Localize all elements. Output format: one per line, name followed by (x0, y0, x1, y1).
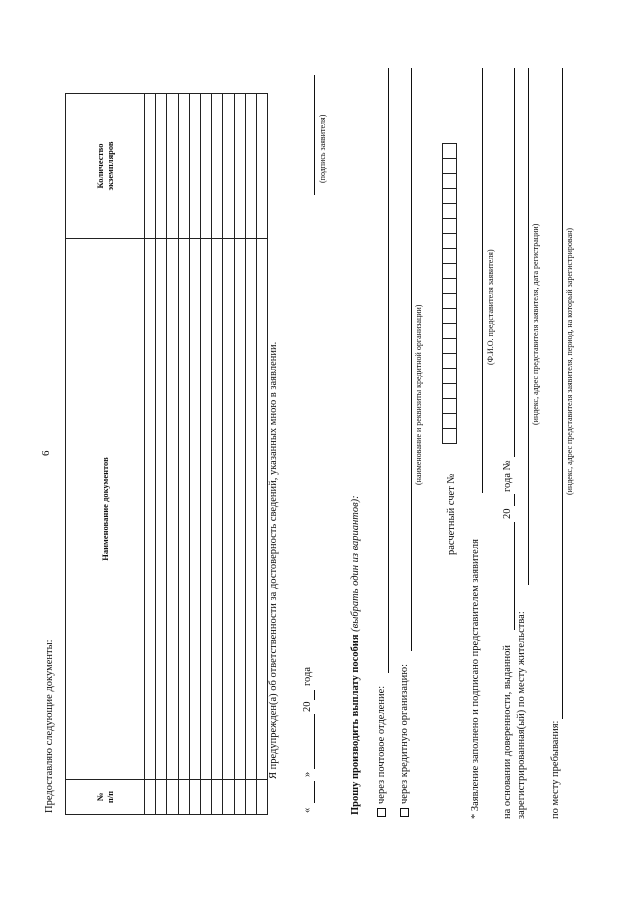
account-digit-box[interactable] (442, 173, 457, 189)
stay-caption: (индекс, адрес представителя заявителя, период, на который зарегистрирован) (565, 227, 574, 495)
representative-statement: * Заявление заполнено и подписано представителем заявителя (470, 539, 481, 819)
poa-year-suffix: года № (502, 460, 513, 492)
table-row (200, 94, 211, 815)
table-row (234, 94, 245, 815)
table-row (223, 94, 234, 815)
credit-option-checkbox[interactable] (400, 808, 409, 817)
date-year-prefix: 20 (302, 701, 313, 712)
poa-number-field[interactable] (514, 68, 515, 457)
date-day-field[interactable] (314, 781, 315, 803)
account-digit-box[interactable] (442, 398, 457, 414)
signature-field[interactable] (314, 75, 315, 195)
poa-year-field[interactable] (514, 494, 515, 506)
cell-copy-count[interactable] (167, 94, 178, 239)
warning-text: Я предупрежден(а) об ответственности за достоверность сведений, указанных мною в заявлении. (268, 341, 279, 779)
cell-document-name[interactable] (234, 239, 245, 780)
account-digit-box[interactable] (442, 278, 457, 294)
residence-address-field[interactable] (528, 68, 529, 585)
registered-text: зарегистрированная(ый) по месту жительства: (516, 611, 527, 819)
cell-copy-count[interactable] (156, 94, 167, 239)
account-digit-box[interactable] (442, 308, 457, 324)
date-year-field[interactable] (314, 690, 315, 700)
poa-year-prefix: 20 (502, 508, 513, 519)
cell-number[interactable] (245, 780, 256, 815)
stay-address-field[interactable] (562, 68, 563, 719)
cell-document-name[interactable] (245, 239, 256, 780)
payment-heading-text: Прошу производить выплату пособия (350, 634, 361, 815)
cell-document-name[interactable] (178, 239, 189, 780)
credit-organization-caption: (наименование и реквизиты кредитной организации) (414, 304, 423, 485)
documents-table (65, 93, 268, 815)
cell-copy-count[interactable] (212, 94, 223, 239)
account-digit-box[interactable] (442, 218, 457, 234)
documents-intro: Предоставляю следующие документы: (44, 639, 55, 813)
payment-heading (350, 495, 361, 815)
account-label: расчетный счет № (446, 473, 457, 555)
credit-organization-field[interactable] (411, 68, 412, 651)
cell-number[interactable] (167, 780, 178, 815)
cell-document-name[interactable] (145, 239, 156, 780)
page-number: 6 (40, 450, 52, 456)
date-month-field[interactable] (314, 714, 315, 769)
cell-document-name[interactable] (223, 239, 234, 780)
cell-document-name[interactable] (212, 239, 223, 780)
table-row (178, 94, 189, 815)
cell-copy-count[interactable] (145, 94, 156, 239)
payment-heading-note: (выбрать один из вариантов): (350, 495, 361, 632)
account-digit-box[interactable] (442, 143, 457, 159)
residence-caption: (индекс, адрес представителя заявителя, дата регистрации) (531, 223, 540, 425)
cell-document-name[interactable] (167, 239, 178, 780)
header-number (66, 780, 145, 815)
cell-copy-count[interactable] (223, 94, 234, 239)
cell-number[interactable] (156, 780, 167, 815)
cell-document-name[interactable] (200, 239, 211, 780)
date-close-quote: » (302, 771, 313, 777)
table-row (189, 94, 200, 815)
post-option-label: через почтовое отделение: (376, 685, 387, 804)
cell-copy-count[interactable] (178, 94, 189, 239)
header-copy-count-line: Количество (95, 143, 105, 189)
cell-number[interactable] (212, 780, 223, 815)
table-row (156, 94, 167, 815)
account-digit-box[interactable] (442, 233, 457, 249)
header-document-name: Наименование документов (66, 239, 145, 780)
account-digit-box[interactable] (442, 263, 457, 279)
account-number-boxes (442, 143, 457, 443)
cell-number[interactable] (189, 780, 200, 815)
account-digit-box[interactable] (442, 383, 457, 399)
account-digit-box[interactable] (442, 413, 457, 429)
table-row (167, 94, 178, 815)
table-row (256, 94, 267, 815)
post-option-checkbox[interactable] (377, 808, 386, 817)
date-open-quote: « (302, 807, 313, 813)
header-copy-count-line: экземпляров (105, 141, 115, 191)
account-digit-box[interactable] (442, 338, 457, 354)
cell-number[interactable] (145, 780, 156, 815)
cell-number[interactable] (178, 780, 189, 815)
cell-copy-count[interactable] (245, 94, 256, 239)
account-digit-box[interactable] (442, 353, 457, 369)
account-digit-box[interactable] (442, 428, 457, 444)
cell-copy-count[interactable] (189, 94, 200, 239)
signature-caption: (подпись заявителя) (318, 114, 327, 183)
table-row (145, 94, 156, 815)
cell-document-name[interactable] (156, 239, 167, 780)
table-row (212, 94, 223, 815)
table-row (245, 94, 256, 815)
cell-number[interactable] (256, 780, 267, 815)
representative-fio-field[interactable] (482, 68, 483, 493)
cell-number[interactable] (223, 780, 234, 815)
account-digit-box[interactable] (442, 323, 457, 339)
post-option (376, 686, 387, 817)
date-year-suffix: года (302, 667, 313, 686)
power-of-attorney-text: на основании доверенности, выданной (502, 645, 513, 819)
credit-option-label: через кредитную организацию: (399, 663, 410, 804)
representative-fio-caption: (Ф.И.О. представителя заявителя) (486, 249, 495, 365)
power-of-attorney-date-field[interactable] (514, 522, 515, 630)
cell-number[interactable] (200, 780, 211, 815)
cell-copy-count[interactable] (200, 94, 211, 239)
account-digit-box[interactable] (442, 248, 457, 264)
credit-option (399, 664, 410, 817)
cell-number[interactable] (234, 780, 245, 815)
account-digit-box[interactable] (442, 293, 457, 309)
header-number-line: п/п (105, 790, 115, 804)
header-copy-count (66, 94, 145, 239)
post-office-field[interactable] (388, 68, 389, 673)
cell-document-name[interactable] (256, 239, 267, 780)
cell-copy-count[interactable] (234, 94, 245, 239)
account-digit-box[interactable] (442, 158, 457, 174)
stay-text: по месту пребывания: (550, 720, 561, 819)
account-digit-box[interactable] (442, 203, 457, 219)
header-number-line: № (95, 792, 105, 802)
account-digit-box[interactable] (442, 368, 457, 384)
cell-document-name[interactable] (189, 239, 200, 780)
account-digit-box[interactable] (442, 188, 457, 204)
cell-copy-count[interactable] (256, 94, 267, 239)
